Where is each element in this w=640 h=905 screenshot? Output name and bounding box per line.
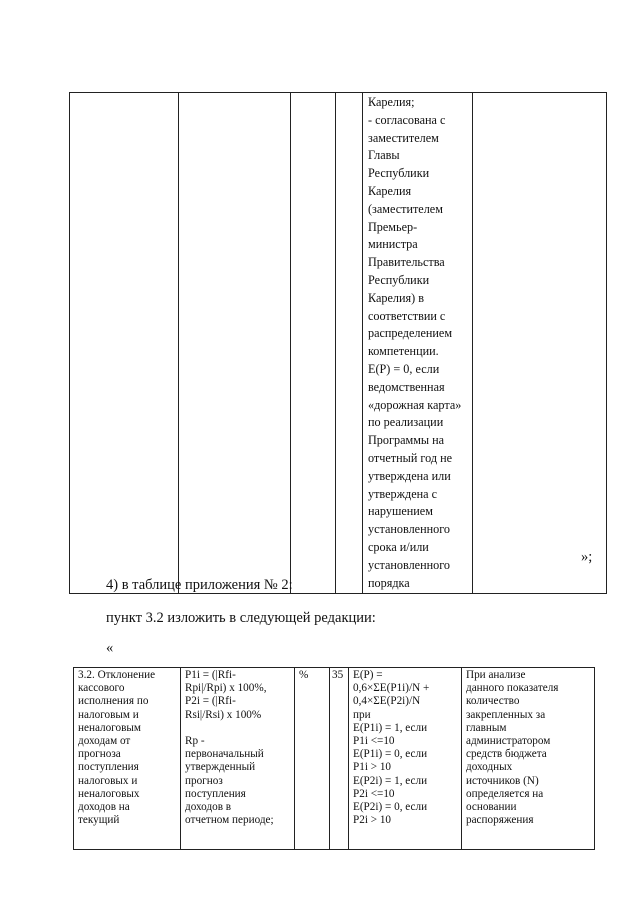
- text-line: E(P2i) = 1, если: [353, 774, 428, 787]
- text-line: компетенции.: [368, 344, 439, 359]
- text-line: Rsi|/Rsi) x 100%: [185, 708, 262, 721]
- text-line: P1i > 10: [353, 761, 392, 774]
- unit-text: %: [299, 669, 309, 681]
- text-line: источников (N): [466, 774, 539, 787]
- text-line: доходам от: [78, 735, 131, 748]
- text-line: администратором: [466, 735, 551, 748]
- text-line: закрепленных за: [466, 708, 546, 721]
- text-line: налоговым и: [78, 708, 139, 721]
- weight-cell: [330, 668, 349, 850]
- indicator-name-cell: [74, 668, 181, 850]
- evaluation-cell: [349, 668, 462, 850]
- notes-cell: [462, 668, 595, 850]
- text-line: количество: [466, 695, 520, 708]
- text-line: ведомственная: [368, 379, 445, 394]
- text-line: соответствии с: [368, 308, 446, 323]
- text-line: E(P) =: [353, 669, 383, 681]
- text-line: утвержденный: [185, 761, 256, 774]
- text-line: основании: [466, 801, 517, 814]
- text-line: определяется на: [466, 787, 544, 800]
- text-line: поступления: [185, 787, 246, 800]
- text-line: P2i = (|Rfi-: [185, 695, 236, 708]
- paragraph-item-4: 4) в таблице приложения № 2:: [106, 577, 293, 593]
- text-line: P1i <=10: [353, 735, 395, 748]
- text-line: утверждена или: [368, 468, 451, 483]
- text-line: доходов в: [185, 801, 232, 814]
- text-line: доходных: [466, 761, 513, 774]
- text-line: отчетном периоде;: [185, 814, 274, 827]
- closing-quote: »;: [581, 549, 593, 565]
- t1-col1-cell: [70, 93, 179, 594]
- text-line: Карелия: [368, 183, 412, 198]
- text-line: Главы: [368, 148, 400, 163]
- text-line: E(P1i) = 1, если: [353, 721, 428, 734]
- text-line: Премьер-: [368, 219, 418, 234]
- text-line: E(P2i) = 0, если: [353, 801, 428, 814]
- text-line: 3.2. Отклонение: [78, 669, 156, 681]
- text-line: Программы на: [368, 433, 445, 448]
- text-line: первоначальный: [185, 748, 264, 761]
- text-line: текущий: [78, 814, 120, 827]
- text-line: данного показателя: [466, 682, 559, 695]
- text-line: главным: [466, 721, 507, 734]
- text-line: заместителем: [368, 130, 439, 145]
- text-line: нарушением: [368, 504, 433, 519]
- text-line: прогноза: [78, 748, 121, 761]
- text-line: порядка: [368, 575, 410, 590]
- text-line: P2i <=10: [353, 787, 395, 800]
- text-line: Республики: [368, 166, 430, 181]
- text-line: При анализе: [466, 669, 526, 681]
- text-line: Правительства: [368, 255, 445, 270]
- text-line: средств бюджета: [466, 748, 547, 761]
- t1-col5-cell: [363, 93, 473, 594]
- text-line: отчетный год не: [368, 450, 453, 465]
- text-line: [185, 722, 290, 735]
- text-line: прогноз: [185, 774, 223, 787]
- text-line: при: [353, 708, 371, 721]
- text-line: кассового: [78, 682, 125, 695]
- text-line: Республики: [368, 272, 430, 287]
- text-line: установленного: [368, 557, 451, 572]
- text-line: P2i > 10: [353, 814, 392, 827]
- paragraph-point: пункт 3.2 изложить в следующей редакции:: [106, 610, 376, 626]
- weight-text: 35: [332, 669, 344, 681]
- text-line: утверждена с: [368, 486, 438, 501]
- t1-col2-cell: [179, 93, 291, 594]
- text-line: 0,6×ΣE(P1i)/N +: [353, 682, 430, 695]
- text-line: министра: [368, 237, 418, 252]
- text-line: срока и/или: [368, 539, 429, 554]
- t1-col3-cell: [291, 93, 336, 594]
- formula-cell: [181, 668, 295, 850]
- t1-col6-cell: [473, 93, 607, 594]
- text-line: Карелия) в: [368, 290, 424, 305]
- text-line: 0,4×ΣE(P2i)/N: [353, 695, 421, 708]
- text-line: E(P) = 0, если: [368, 361, 440, 376]
- text-line: исполнения по: [78, 695, 149, 708]
- text-line: Карелия;: [368, 95, 415, 109]
- text-line: (заместителем: [368, 201, 443, 216]
- text-line: P1i = (|Rfi-: [185, 669, 236, 681]
- text-line: установленного: [368, 522, 451, 537]
- text-line: - согласована с: [368, 112, 446, 127]
- text-line: доходов на: [78, 801, 130, 814]
- text-line: неналоговых: [78, 787, 140, 800]
- table-point-3-2: [73, 667, 595, 850]
- text-line: поступления: [78, 761, 139, 774]
- text-line: по реализации: [368, 415, 444, 430]
- unit-cell: [295, 668, 330, 850]
- text-line: Rp -: [185, 735, 205, 748]
- text-line: налоговых и: [78, 774, 138, 787]
- text-line: распределением: [368, 326, 453, 341]
- table-continuation: [69, 92, 607, 594]
- text-line: «дорожная карта»: [368, 397, 462, 412]
- text-line: неналоговым: [78, 721, 141, 734]
- t1-col4-cell: [336, 93, 363, 594]
- text-line: распоряжения: [466, 814, 534, 827]
- text-line: Rpi|/Rpi) x 100%,: [185, 682, 267, 695]
- text-line: E(P1i) = 0, если: [353, 748, 428, 761]
- opening-quote: «: [106, 640, 114, 656]
